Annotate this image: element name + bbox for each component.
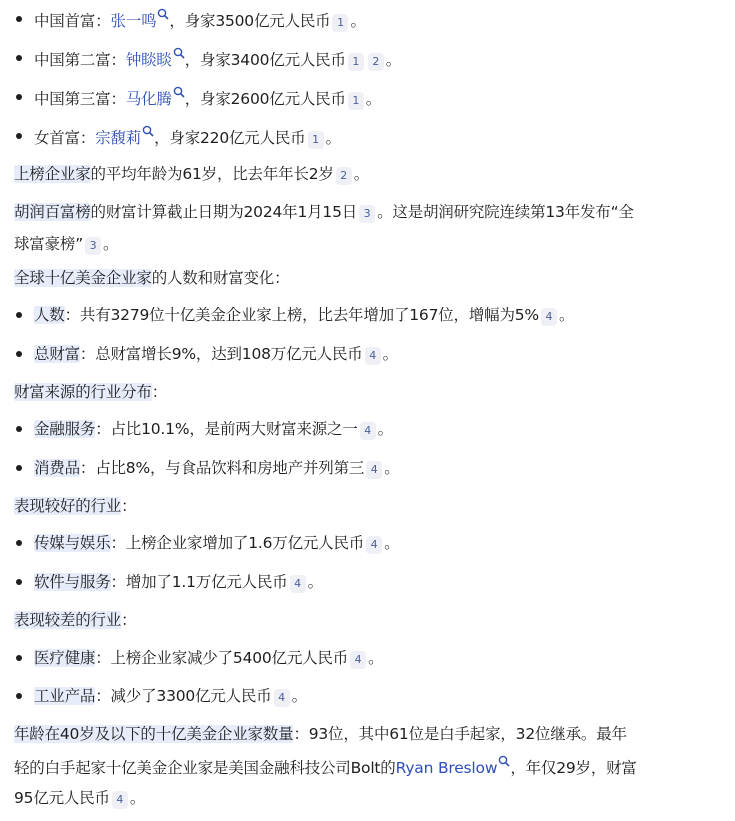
item-text: ：共有3279位十亿美金企业家上榜，比去年增加了167位，增幅为5%: [64, 306, 539, 324]
citation-badge[interactable]: 4: [541, 308, 557, 326]
item-text: ，身家2600亿元人民币: [184, 90, 346, 108]
punctuation: 。: [307, 573, 323, 591]
heading-text: 的人数和财富变化：: [151, 269, 290, 287]
punctuation: 。: [384, 459, 400, 477]
item-label: 女首富：: [34, 129, 96, 147]
item-text: ，身家220亿元人民币: [154, 129, 306, 147]
paragraph-text: 的平均年龄为61岁，比去年年长2岁: [90, 165, 334, 183]
highlighted-term[interactable]: 表现较好的行业: [14, 497, 122, 515]
list-item: [34, 343, 398, 365]
search-icon[interactable]: [157, 8, 169, 20]
punctuation: 。: [385, 51, 402, 69]
punctuation: 。: [384, 534, 400, 552]
paragraph-text: 的财富计算截止日期为2024年1月15日: [90, 203, 358, 221]
highlighted-term[interactable]: 消费品: [34, 459, 80, 477]
item-label: 中国首富：: [34, 12, 111, 30]
punctuation: 。: [129, 789, 146, 807]
list-item: [34, 418, 393, 440]
paragraph-avg-age: [14, 163, 369, 185]
bullet: [16, 579, 22, 585]
paragraph-young-cont2: [14, 787, 145, 809]
heading-text: ：: [121, 611, 137, 629]
citation-badge[interactable]: 1: [308, 131, 324, 149]
bullet: [16, 693, 22, 699]
section-heading-bad: [14, 609, 136, 631]
list-item: [34, 571, 323, 593]
item-text: ：占比10.1%，是前两大财富来源之一: [95, 420, 358, 438]
list-item: [34, 457, 400, 479]
bullet: [16, 465, 22, 471]
paragraph-young: [14, 723, 627, 745]
person-link-ryan-breslow[interactable]: Ryan Breslow: [395, 759, 498, 777]
search-icon[interactable]: [173, 47, 185, 59]
bullet: [16, 351, 22, 357]
paragraph-text: 95亿元人民币: [14, 789, 110, 807]
highlighted-term[interactable]: 上榜企业家: [14, 165, 91, 183]
punctuation: 。: [325, 129, 341, 147]
citation-badge[interactable]: 3: [359, 205, 375, 223]
section-heading-industry: [14, 381, 167, 403]
citation-badge[interactable]: 1: [348, 53, 364, 71]
search-icon[interactable]: [498, 755, 510, 767]
item-text: ：上榜企业家增加了1.6万亿元人民币: [110, 534, 365, 552]
highlighted-term[interactable]: 年龄在40岁及以下的十亿美金企业家数量: [14, 725, 294, 743]
citation-badge[interactable]: 4: [366, 536, 382, 554]
citation-badge[interactable]: 2: [336, 167, 352, 185]
highlighted-term[interactable]: 传媒与娱乐: [34, 534, 111, 552]
highlighted-term[interactable]: 工业产品: [34, 687, 96, 705]
punctuation: 。: [350, 12, 366, 30]
bullet: [16, 94, 22, 100]
list-item: [34, 86, 381, 110]
bullet: [16, 133, 22, 139]
punctuation: 。: [368, 649, 384, 667]
list-item: [34, 685, 307, 707]
item-text: ，身家3400亿元人民币: [184, 51, 346, 69]
section-heading-good: [14, 495, 136, 517]
search-icon[interactable]: [142, 125, 154, 137]
paragraph-hurun-date-cont: [14, 233, 118, 255]
list-item: [34, 125, 341, 149]
bullet: [16, 655, 22, 661]
citation-badge[interactable]: 3: [85, 237, 101, 255]
citation-badge[interactable]: 1: [332, 14, 348, 32]
bullet: [16, 16, 22, 22]
paragraph-text: ，年仅29岁，财富: [510, 759, 637, 777]
list-item: [34, 47, 401, 71]
item-text: ：减少了3300亿元人民币: [95, 687, 272, 705]
paragraph-hurun-date: [14, 201, 634, 223]
highlighted-term[interactable]: 全球十亿美金企业家: [14, 269, 152, 287]
paragraph-text: 。这是胡润研究院连续第13年发布“全: [377, 203, 634, 221]
highlighted-term[interactable]: 人数: [34, 306, 65, 324]
item-text: ：上榜企业家减少了5400亿元人民币: [95, 649, 349, 667]
punctuation: 。: [365, 90, 382, 108]
highlighted-term[interactable]: 表现较差的行业: [14, 611, 122, 629]
item-text: ，身家3500亿元人民币: [169, 12, 331, 30]
paragraph-young-cont: [14, 755, 637, 779]
punctuation: 。: [103, 235, 119, 253]
punctuation: 。: [382, 345, 398, 363]
item-text: ：占比8%，与食品饮料和房地产并列第三: [79, 459, 365, 477]
paragraph-text: ：93位，其中61位是白手起家，32位继承。最年: [293, 725, 627, 743]
bullet: [16, 55, 22, 61]
item-label: 中国第二富：: [34, 51, 126, 69]
search-icon[interactable]: [173, 86, 185, 98]
citation-badge[interactable]: 1: [348, 92, 364, 110]
citation-badge[interactable]: 4: [365, 347, 381, 365]
punctuation: 。: [558, 306, 575, 324]
person-link-ma-huateng[interactable]: 马化腾: [125, 90, 172, 108]
person-link-zong-fuli[interactable]: 宗馥莉: [95, 129, 142, 147]
item-text: ：总财富增长9%，达到108万亿元人民币: [79, 345, 363, 363]
bullet: [16, 312, 22, 318]
citation-badge[interactable]: 4: [366, 461, 382, 479]
list-item: [34, 647, 383, 669]
citation-badge[interactable]: 4: [350, 651, 366, 669]
citation-badge[interactable]: 4: [360, 422, 376, 440]
paragraph-text: 球富豪榜”: [14, 235, 84, 253]
person-link-zhang-yiming[interactable]: 张一鸣: [110, 12, 157, 30]
highlighted-term[interactable]: 财富来源的行业分布: [14, 383, 152, 401]
list-item: [34, 8, 366, 32]
list-item: [34, 532, 399, 554]
citation-badge[interactable]: 4: [112, 791, 128, 809]
highlighted-term[interactable]: 总财富: [34, 345, 80, 363]
highlighted-term[interactable]: 胡润百富榜: [14, 203, 91, 221]
citation-badge[interactable]: 2: [368, 53, 384, 71]
highlighted-term[interactable]: 医疗健康: [34, 649, 96, 667]
bullet: [16, 426, 22, 432]
punctuation: 。: [353, 165, 370, 183]
citation-badge[interactable]: 4: [290, 575, 306, 593]
heading-text: ：: [151, 383, 168, 401]
item-label: 中国第三富：: [34, 90, 126, 108]
citation-badge[interactable]: 4: [274, 689, 290, 707]
paragraph-text: 轻的白手起家十亿美金企业家是美国金融科技公司Bolt的: [14, 759, 396, 777]
item-text: ：增加了1.1万亿元人民币: [110, 573, 288, 591]
list-item: [34, 304, 574, 326]
bullet: [16, 540, 22, 546]
highlighted-term[interactable]: 金融服务: [34, 420, 96, 438]
punctuation: 。: [377, 420, 393, 438]
section-heading-global: [14, 267, 289, 289]
punctuation: 。: [291, 687, 307, 705]
highlighted-term[interactable]: 软件与服务: [34, 573, 111, 591]
heading-text: ：: [121, 497, 137, 515]
person-link-zhong-shanshan[interactable]: 钟睒睒: [125, 51, 172, 69]
